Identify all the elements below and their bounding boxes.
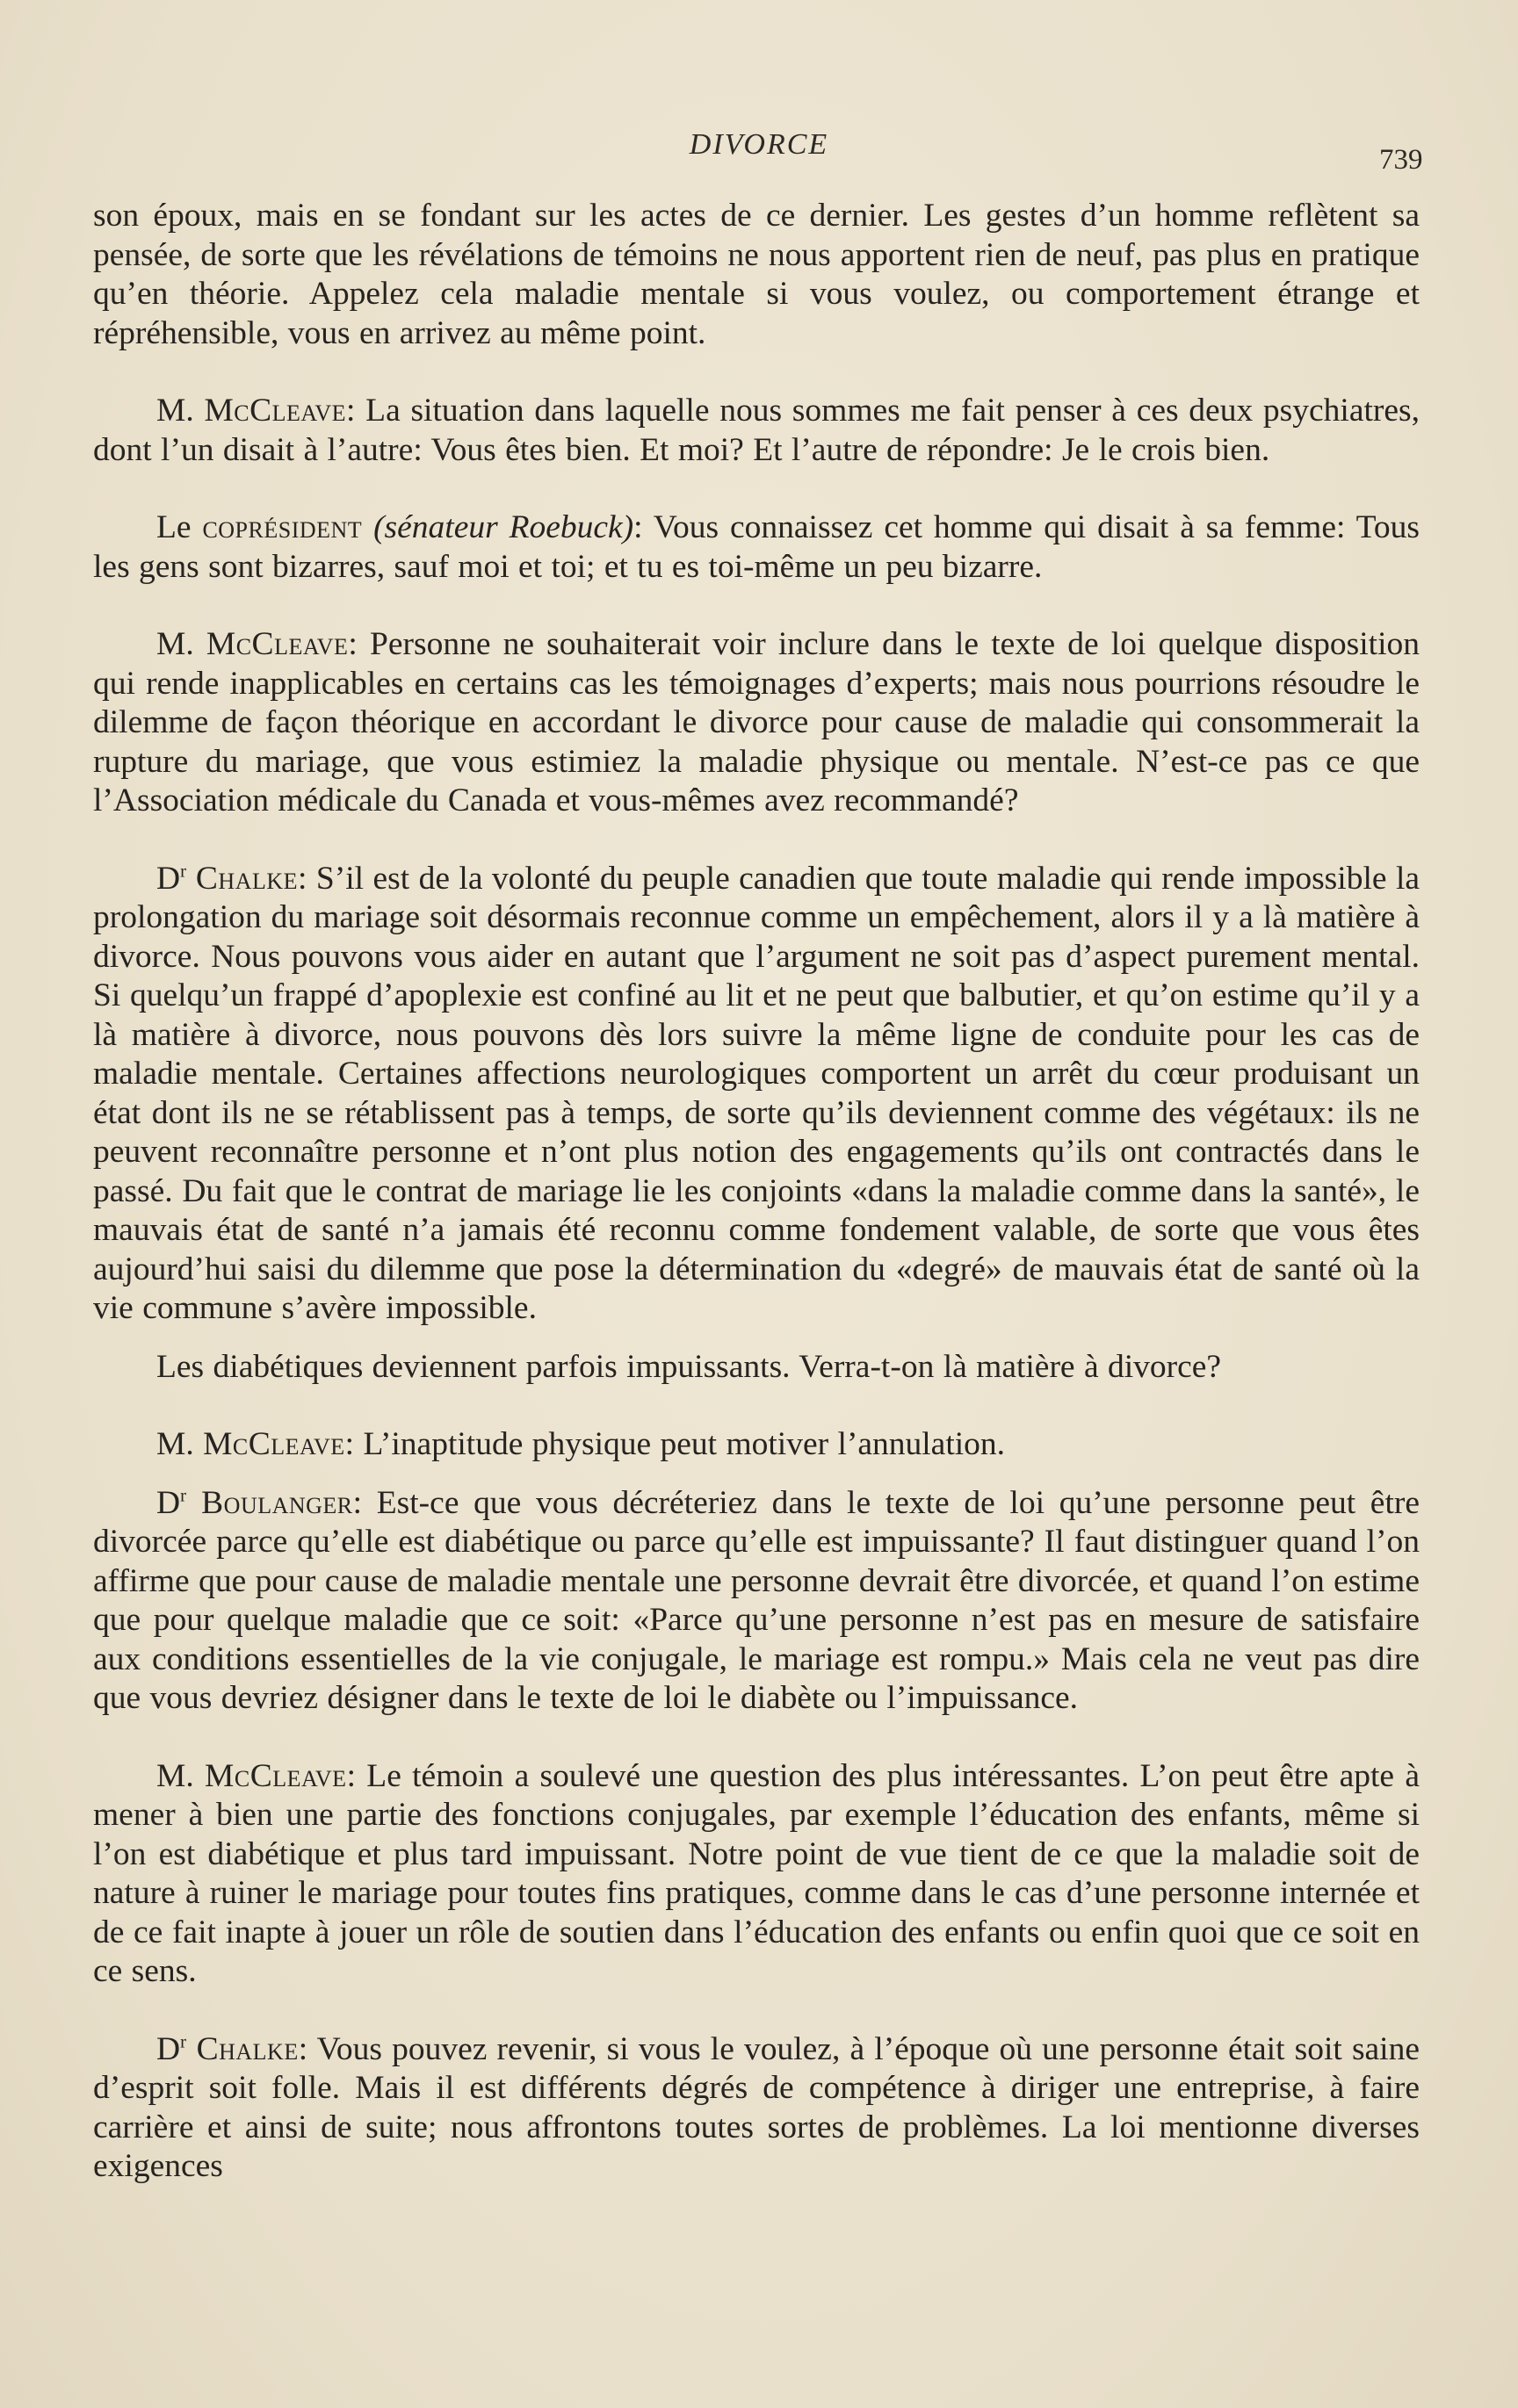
speaker-name: McCleave — [203, 1426, 345, 1462]
speaker-prefix: D — [156, 2030, 181, 2067]
paragraph-text: Les diabétiques deviennent parfois impuissants. Verra-t-on là matière à divorce? — [156, 1348, 1222, 1385]
speaker-suffix: : — [346, 393, 366, 429]
speaker-suffix: : — [344, 1426, 364, 1462]
speaker-name: Boulanger — [185, 1484, 353, 1521]
body-text — [93, 197, 1420, 2225]
paragraph-text: La situation dans laquelle nous sommes me fait penser à ces deux psychiatres, dont l’un disait à l’autre: Vous êtes bien. Et moi? Et l’autre de répondre: Je le crois bien. — [93, 393, 1420, 468]
speech-boulanger — [93, 1484, 1420, 1719]
speaker-suffix: : — [348, 626, 370, 662]
speaker-suffix: : — [352, 1484, 377, 1521]
speaker-parenthetical: (sénateur Roebuck) — [362, 509, 634, 545]
speaker-name: coprésident — [202, 509, 363, 545]
running-title: DIVORCE — [689, 128, 829, 161]
speaker-prefix: M. — [156, 393, 205, 429]
speech-mccleave-1 — [93, 392, 1420, 470]
speaker-suffix: : — [298, 860, 316, 897]
speech-mccleave-4 — [93, 1757, 1420, 1992]
paragraph-text: Vous connaissez cet homme qui disait à sa femme: Tous les gens sont bizarres, sauf moi et toi; et tu es toi-même un peu bizarre. — [93, 509, 1420, 585]
paragraph-text: S’il est de la volonté du peuple canadien que toute maladie qui rende impossible la prolongation du mariage soit désormais reconnue comme un empêchement, alors il y a là matière à divorce. Nous pouvons vous aider en autant que l’argument ne soit pas d’aspect purement mental. Si quelqu’un frappé d’apoplexie est confiné au lit et ne peut que balbutier, et qu’on estime qu’il y a là matière à divorce, nous pouvons dès lors suivre la même ligne de conduite pour les cas de maladie mentale. Certaines affections neurologiques comportent un arrêt du cœur produisant un état dont ils ne se rétablissent pas à temps, de sorte qu’ils deviennent comme des végétaux: ils ne peuvent reconnaître personne et n’ont plus notion des engagements qu’ils ont contractés dans le passé. Du fait que le contrat de mariage lie les conjoints «dans la maladie comme dans la santé», le mauvais état de santé n’a jamais été reconnu comme fondement valable, de sorte que vous êtes aujourd’hui saisi du dilemme que pose la détermination du «degré» de mauvais état de santé où la vie commune s’avère impossible. — [93, 860, 1420, 1326]
speaker-title-sup: r — [180, 862, 186, 882]
speaker-name: McCleave — [206, 626, 349, 662]
paragraph-text: Vous pouvez revenir, si vous le voulez, à l’époque où une personne était soit saine d’esprit soit folle. Mais il est différents dégrés de compétence à diriger une entreprise, à faire carrière et ainsi de suite; nous affrontons toutes sortes de problèmes. La loi mentionne diverses exigences — [93, 2030, 1420, 2184]
speech-mccleave-2 — [93, 625, 1420, 821]
speech-copresident — [93, 508, 1420, 587]
paragraph-diabetics — [93, 1348, 1420, 1388]
paragraph-text: L’inaptitude physique peut motiver l’annulation. — [363, 1426, 1006, 1462]
speaker-title-sup: r — [180, 2032, 186, 2052]
speaker-name: McCleave — [204, 393, 346, 429]
paragraph-text: Personne ne souhaiterait voir inclure dans le texte de loi quelque disposition qui rende inapplicables en certains cas les témoignages d’experts; mais nous pourrions résoudre le dilemme de façon théorique en accordant le divorce pour cause de maladie qui consommerait la rupture du mariage, que vous estimiez la maladie physique ou mentale. N’est-ce pas ce que l’Association médicale du Canada et vous-mêmes avez recommandé? — [93, 626, 1420, 818]
speaker-suffix: : — [298, 2030, 317, 2067]
paragraph-continuation — [93, 197, 1420, 353]
speaker-prefix: M. — [156, 626, 206, 662]
paragraph-text: Est-ce que vous décréteriez dans le texte de loi qu’une personne peut être divorcée parce qu’elle est diabétique ou parce qu’elle est impuissante? Il faut distinguer quand l’on affirme que pour cause de maladie mentale une personne devrait être divorcée, et quand l’on estime que pour quelque maladie que ce soit: «Parce qu’une personne n’est pas en mesure de satisfaire aux conditions essentielles de la vie conjugale, le mariage est rompu.» Mais cela ne veut pas dire que vous devriez désigner dans le texte de loi le diabète ou l’impuissance. — [93, 1484, 1420, 1716]
speech-mccleave-3 — [93, 1425, 1420, 1465]
speech-chalke-2 — [93, 2030, 1420, 2187]
speaker-prefix: D — [156, 860, 181, 897]
page-number: 739 — [1379, 144, 1423, 176]
speaker-suffix: : — [633, 509, 654, 545]
speech-chalke-1 — [93, 860, 1420, 1329]
paragraph-text: son époux, mais en se fondant sur les actes de ce dernier. Les gestes d’un homme reflètent sa pensée, de sorte que les révélations de témoins ne nous apportent rien de neuf, pas plus en pratique qu’en théorie. Appelez cela maladie mentale si vous voulez, ou comportement étrange et répréhensible, vous en arrivez au même point. — [93, 198, 1420, 351]
speaker-prefix: M. — [156, 1426, 204, 1462]
speaker-name: Chalke — [185, 2030, 299, 2067]
speaker-suffix: : — [346, 1757, 367, 1794]
speaker-name: McCleave — [205, 1757, 347, 1794]
speaker-title-sup: r — [180, 1486, 186, 1506]
speaker-prefix: D — [156, 1484, 181, 1521]
paragraph-text: Le témoin a soulevé une question des plus intéressantes. L’on peut être apte à mener à bien une partie des fonctions conjugales, par exemple l’éducation des enfants, même si l’on est diabétique et plus tard impuissant. Notre point de vue tient de ce que la maladie soit de nature à ruiner le mariage pour toutes fins pratiques, comme dans le cas d’une personne internée et de ce fait inapte à jouer un rôle de soutien dans l’éducation des enfants ou enfin quoi que ce soit en ce sens. — [93, 1757, 1420, 1989]
speaker-prefix: M. — [156, 1757, 206, 1794]
speaker-name: Chalke — [185, 860, 299, 897]
speaker-prefix: Le — [156, 509, 203, 545]
